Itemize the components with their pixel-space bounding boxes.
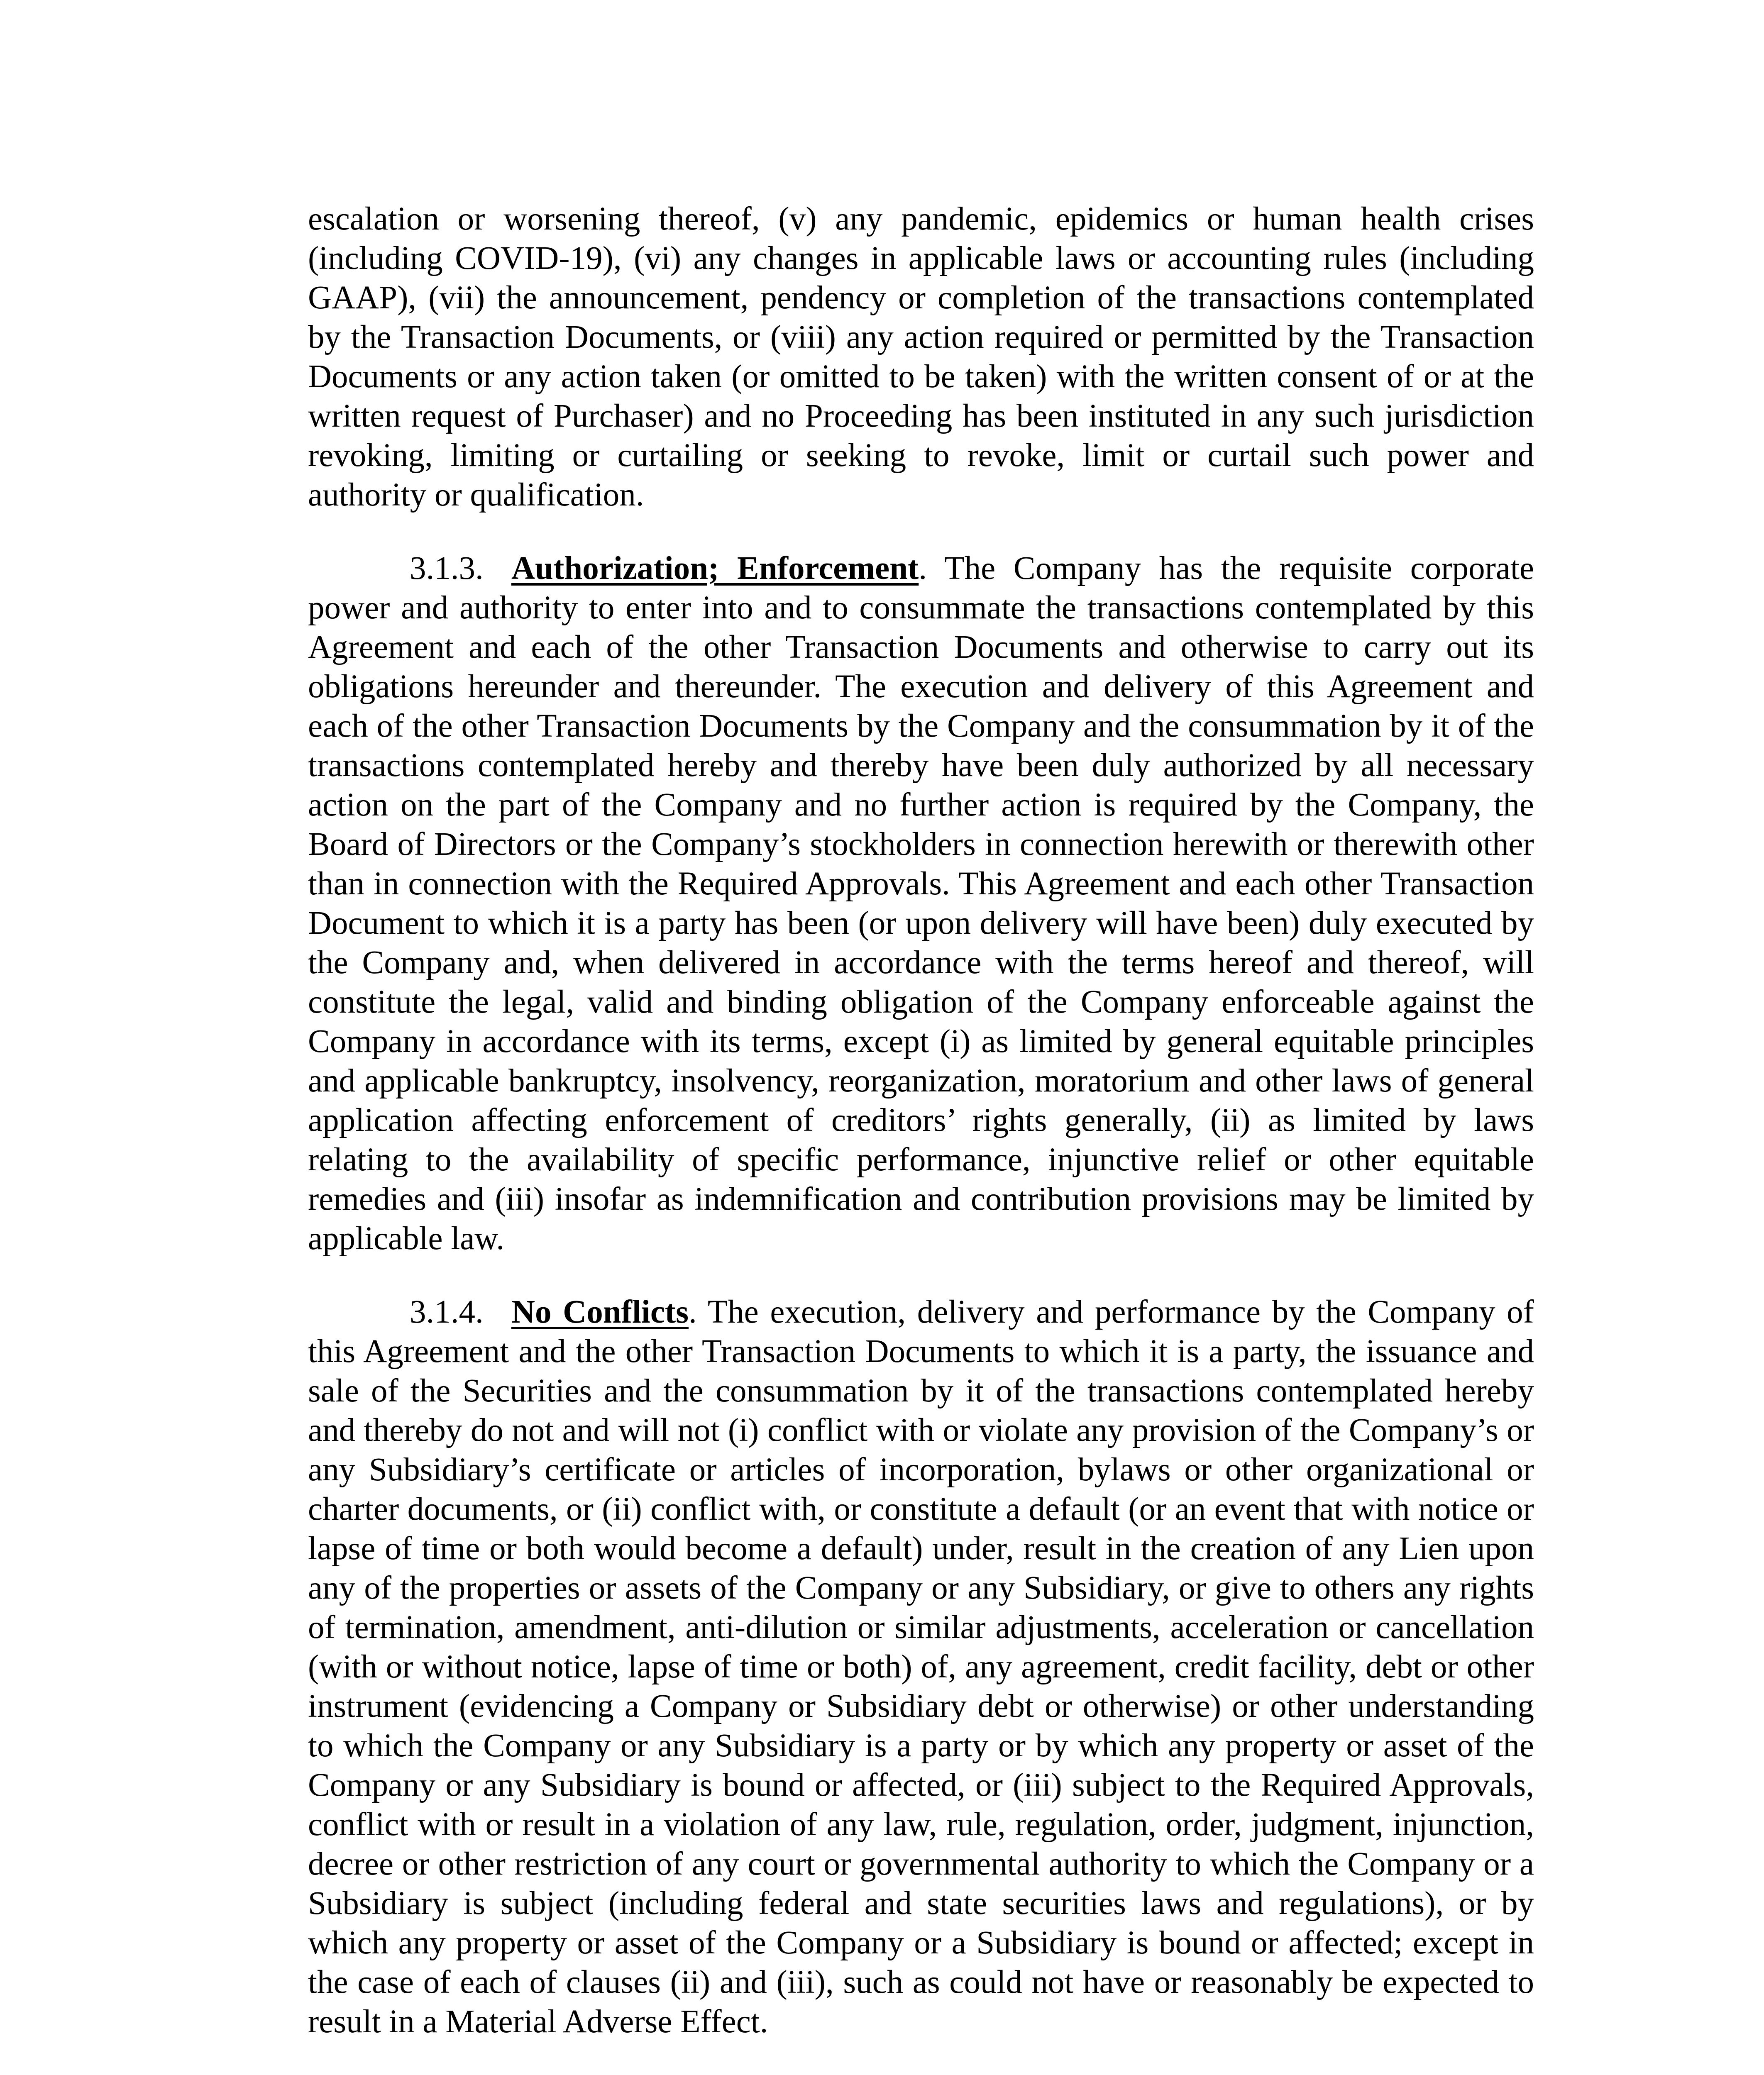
section-3-1-4 [308, 1292, 1534, 2041]
heading-period: . [919, 550, 927, 586]
section-3-1-3 [308, 549, 1534, 1258]
section-heading: No Conflicts [511, 1294, 689, 1330]
section-number: 3.1.3. [410, 550, 484, 586]
section-body: The Company has the requisite corporate power and authority to enter into and to consummate the transactions contemplated by this Agreement and each of the other Transaction Documents and otherwise to carry out its obligations hereunder and thereunder. The execution and delivery of this Agreement and each of the other Transaction Documents by the Company and the consummation by it of the transactions contemplated hereby and thereby have been duly authorized by all necessary action on the part of the Company and no further action is required by the Company, the Board of Directors or the Company’s stockholders in connection herewith or therewith other than in connection with the Required Approvals. This Agreement and each other Transaction Document to which it is a party has been (or upon delivery will have been) duly executed by the Company and, when delivered in accordance with the terms hereof and thereof, will constitute the legal, valid and binding obligation of the Company enforceable against the Company in accordance with its terms, except (i) as limited by general equitable principles and applicable bankruptcy, insolvency, reorganization, moratorium and other laws of general application affecting enforcement of creditors’ rights generally, (ii) as limited by laws relating to the availability of specific performance, injunctive relief or other equitable remedies and (iii) insofar as indemnification and contribution provisions may be limited by applicable law. [308, 550, 1534, 1257]
document-page [308, 199, 1534, 2041]
paragraph-continuation: escalation or worsening thereof, (v) any pandemic, epidemics or human health crises (including COVID-19), (vi) any changes in applicable laws or accounting rules (including GAAP), (vii) the announcement, pendency or completion of the transactions contemplated by the Transaction Documents, or (viii) any action required or permitted by the Transaction Documents or any action taken (or omitted to be taken) with the written consent of or at the written request of Purchaser) and no Proceeding has been instituted in any such jurisdiction revoking, limiting or curtailing or seeking to revoke, limit or curtail such power and authority or qualification. [308, 201, 1534, 513]
section-number: 3.1.4. [410, 1294, 484, 1330]
section-heading: Authorization; Enforcement [511, 550, 919, 586]
heading-period: . [688, 1294, 697, 1330]
section-body: The execution, delivery and performance by the Company of this Agreement and the other Transaction Documents to which it is a party, the issuance and sale of the Securities and the consummation by it of the transactions contemplated hereby and thereby do not and will not (i) conflict with or violate any provision of the Company’s or any Subsidiary’s certificate or articles of incorporation, bylaws or other organizational or charter documents, or (ii) conflict with, or constitute a default (or an event that with notice or lapse of time or both would become a default) under, result in the creation of any Lien upon any of the properties or assets of the Company or any Subsidiary, or give to others any rights of termination, amendment, anti-dilution or similar adjustments, acceleration or cancellation (with or without notice, lapse of time or both) of, any agreement, credit facility, debt or other instrument (evidencing a Company or Subsidiary debt or otherwise) or other understanding to which the Company or any Subsidiary is a party or by which any property or asset of the Company or any Subsidiary is bound or affected, or (iii) subject to the Required Approvals, conflict with or result in a violation of any law, rule, regulation, order, judgment, injunction, decree or other restriction of any court or governmental authority to which the Company or a Subsidiary is subject (including federal and state securities laws and regulations), or by which any property or asset of the Company or a Subsidiary is bound or affected; except in the case of each of clauses (ii) and (iii), such as could not have or reasonably be expected to result in a Material Adverse Effect. [308, 1294, 1534, 2040]
